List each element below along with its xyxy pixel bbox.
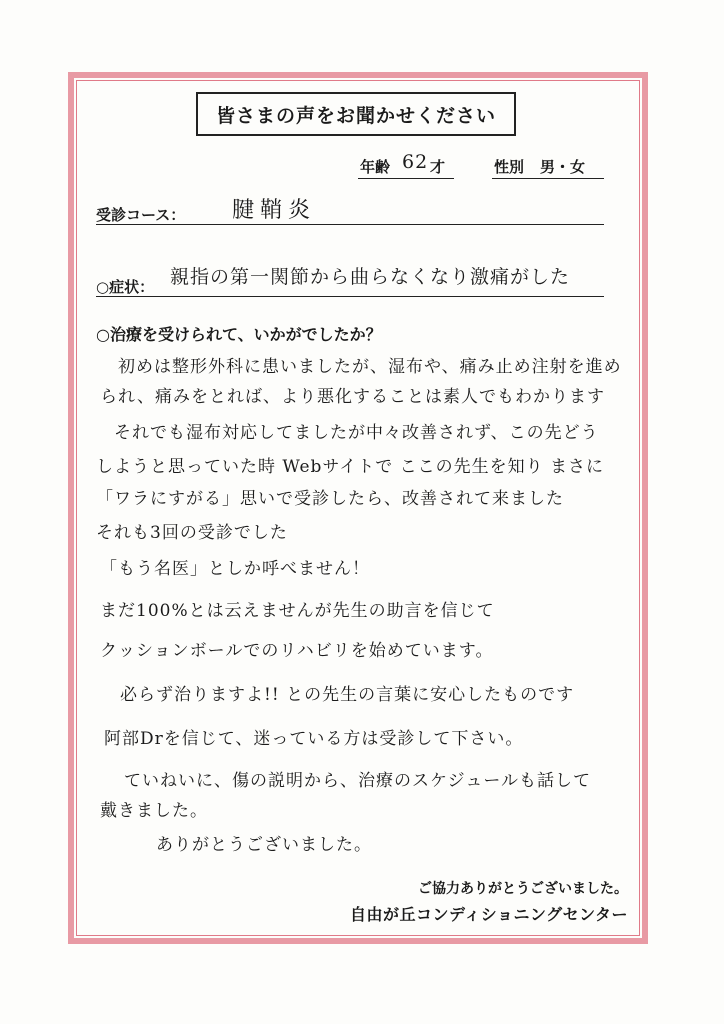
gender-options: 男・女	[540, 158, 586, 176]
answer-line: 戴きました。	[100, 801, 208, 821]
answer-line: まだ100%とは云えませんが先生の助言を信じて	[100, 601, 495, 621]
answer-line: それも3回の受診でした	[96, 523, 288, 543]
answer-line: しようと思っていた時 Webサイトで ここの先生を知り まさに	[96, 457, 605, 477]
footer-thanks: ご協力ありがとうございました。	[418, 881, 628, 897]
answer-line: 「ワラにすがる」思いで受診したら、改善されて来ました	[96, 489, 564, 509]
course-value: 腱鞘炎	[232, 198, 317, 223]
course-underline	[96, 224, 604, 225]
answer-line: ありがとうございました。	[156, 835, 372, 855]
age-underline	[358, 178, 454, 179]
answer-line: クッションボールでのリハビリを始めています。	[100, 641, 494, 661]
answer-line: 阿部Drを信じて、迷っている方は受診して下さい。	[104, 729, 524, 749]
age-value: 62	[402, 151, 429, 173]
gender-label: 性別	[494, 158, 525, 176]
symptom-underline	[96, 296, 604, 297]
answer-line: 必らず治りますよ!! との先生の言葉に安心したものです	[120, 685, 575, 705]
age-unit: 才	[430, 158, 446, 176]
form-title: 皆さまの声をお聞かせください	[196, 92, 516, 136]
answer-line: ていねいに、傷の説明から、治療のスケジュールも話して	[124, 771, 591, 791]
footer-organization: 自由が丘コンディショニングセンター	[350, 905, 628, 924]
gender-underline	[492, 178, 604, 179]
answer-line: られ、痛みをとれば、より悪化することは素人でもわかります	[100, 387, 606, 407]
age-label: 年齢	[360, 158, 391, 176]
question-label: ○治療を受けられて、いかがでしたか？	[96, 325, 382, 344]
symptom-label: ○症状：	[96, 278, 155, 296]
answer-line: 「もう名医」としか呼べません！	[100, 559, 370, 579]
answer-line: 初めは整形外科に患いましたが、湿布や、痛み止め注射を進め	[118, 357, 622, 377]
symptom-value: 親指の第一関節から曲らなくなり激痛がした	[170, 266, 571, 288]
answer-line: それでも湿布対応してましたが中々改善されず、この先どう	[114, 423, 599, 443]
course-label: 受診コース：	[96, 206, 186, 224]
